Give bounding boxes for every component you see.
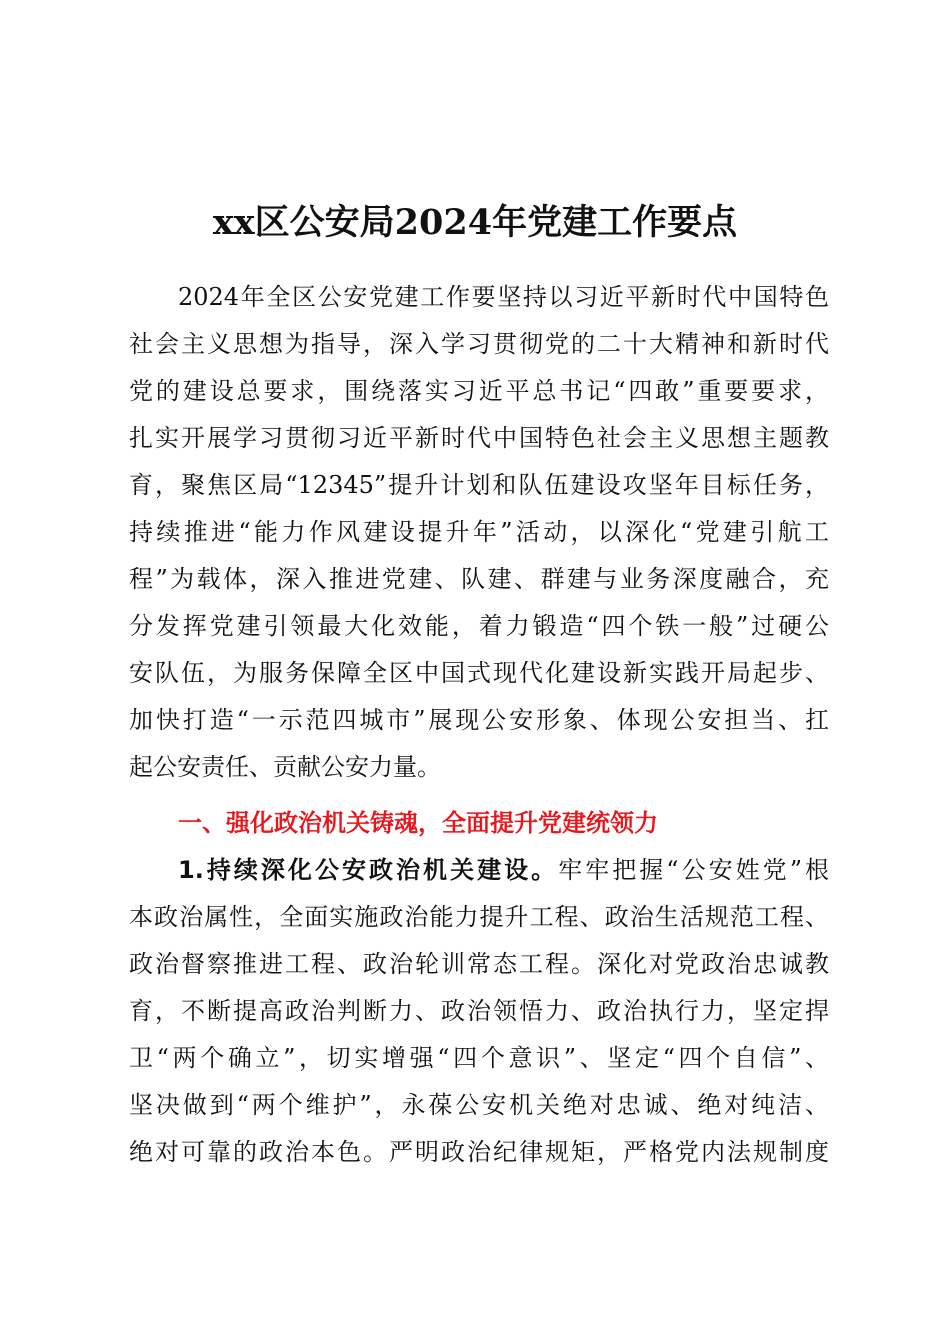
document-title: xx区公安局2024年党建工作要点 — [212, 202, 738, 243]
item-line: 本政治属性，全面实施政治能力提升工程、政治生活规范工程、 — [129, 903, 829, 931]
section-heading: 一、强化政治机关铸魂，全面提升党建统领力 — [178, 809, 658, 837]
intro-line: 社会主义思想为指导，深入学习贯彻党的二十大精神和新时代 — [129, 330, 829, 358]
intro-line: 2024年全区公安党建工作要坚持以习近平新时代中国特色 — [178, 283, 829, 311]
item-lead: 1.持续深化公安政治机关建设。 — [178, 856, 559, 884]
item-line: 坚决做到“两个维护”，永葆公安机关绝对忠诚、绝对纯洁、 — [129, 1091, 829, 1119]
item-line: 绝对可靠的政治本色。严明政治纪律规矩，严格党内法规制度 — [129, 1138, 829, 1166]
intro-line: 分发挥党建引领最大化效能，着力锻造“四个铁一般”过硬公 — [129, 612, 829, 640]
intro-line: 持续推进“能力作风建设提升年”活动，以深化“党建引航工 — [129, 518, 829, 546]
intro-line: 党的建设总要求，围绕落实习近平总书记“四敢”重要要求， — [129, 377, 829, 405]
item-line: 育，不断提高政治判断力、政治领悟力、政治执行力，坚定捍 — [129, 997, 829, 1025]
intro-line: 起公安责任、贡献公安力量。 — [129, 753, 441, 781]
item-line: 卫“两个确立”，切实增强“四个意识”、坚定“四个自信”、 — [129, 1044, 829, 1072]
intro-line: 安队伍，为服务保障全区中国式现代化建设新实践开局起步、 — [129, 659, 829, 687]
intro-line: 加快打造“一示范四城市”展现公安形象、体现公安担当、扛 — [129, 706, 829, 734]
intro-line: 扎实开展学习贯彻习近平新时代中国特色社会主义思想主题教 — [129, 424, 829, 452]
item-lead-rest: 牢牢把握“公安姓党”根 — [558, 856, 829, 884]
item-line: 政治督察推进工程、政治轮训常态工程。深化对党政治忠诚教 — [129, 950, 829, 978]
intro-line: 程”为载体，深入推进党建、队建、群建与业务深度融合，充 — [129, 565, 829, 593]
intro-line: 育，聚焦区局“12345”提升计划和队伍建设攻坚年目标任务， — [129, 471, 829, 499]
item-first-line — [178, 848, 829, 892]
